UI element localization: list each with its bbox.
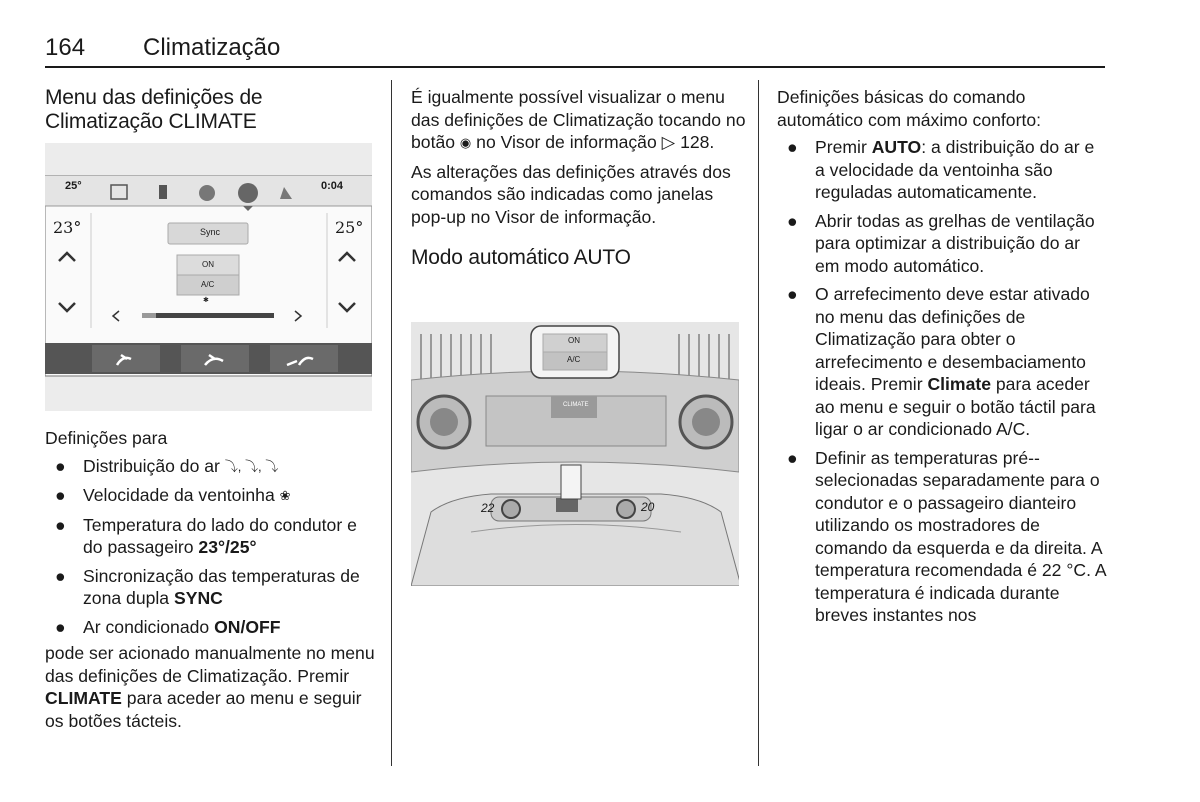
column-1 (45, 86, 380, 134)
list-item-text: Ar condicionado (83, 616, 215, 637)
auto-mode-figure (411, 322, 739, 586)
left-temperature: 22 (481, 501, 495, 515)
climate-button-icon: ◉ (459, 135, 472, 150)
on-button[interactable]: ON (202, 260, 214, 269)
column-1-text (45, 427, 380, 732)
page-number: 164 (45, 34, 86, 61)
intro-text: Definições básicas do comando automático com máximo conforto: (777, 87, 1042, 130)
list-item-text: Abrir todas as grelhas de ventilação para optimizar a distribuição do ar em modo automático. (815, 210, 1095, 276)
intro-text: Definições para (45, 428, 168, 448)
list-item: ● Premir AUTO: a distribuição do ar e a velocidade da ventoinha são reguladas automaticamente. (787, 137, 1095, 202)
column-divider (758, 80, 759, 766)
list-item-bold: Climate (927, 374, 991, 394)
list-item: ● Abrir todas as grelhas de ventilação para optimizar a distribuição do ar em modo automático. (787, 210, 1095, 276)
sync-button[interactable]: Sync (200, 227, 221, 237)
section-heading (45, 86, 380, 134)
list-item-text: Distribuição do ar (83, 455, 225, 476)
paragraph-text: pode ser acionado manualmente no menu das definições de Climatização. Premir (45, 643, 375, 686)
clock: 0:04 (321, 180, 344, 192)
heading-line: Climatização CLIMATE (45, 110, 257, 133)
right-temperature: 20 (641, 500, 655, 514)
list-item-text: Temperatura do lado do condutor e do passageiro (83, 514, 357, 557)
paragraph-text: para aceder ao menu e seguir os botões tácteis. (45, 688, 362, 731)
list-item-text: : a distribuição do ar e a velocidade da ventoinha são reguladas automaticamente. (815, 137, 1095, 202)
air-distribution-icon: ⤵︎, ⤵︎, ⤵︎ (224, 458, 279, 474)
list-item: ● Temperatura do lado do condutor e do passageiro 23°/25° (55, 514, 357, 557)
list-item: ● O arrefecimento deve estar ativado no menu das definições de Climatização para obter o arrefecimento e desembaciamento ideais. Premir Climate para aceder ao menu e seguir o botão táctil para ligar o ar condicionado A/C. (787, 284, 1096, 439)
list-item-text: O arrefecimento deve estar ativado no menu das definições de Climatização para obter o arrefecimento e desembaciamento ideais. Premir (815, 284, 1090, 394)
fan-icon: ❀ (279, 488, 291, 503)
list-item-text: Premir (815, 137, 872, 157)
climate-button[interactable]: CLIMATE (563, 402, 589, 408)
list-item-bold: 23°/25° (198, 537, 257, 557)
page-reference-arrow-icon: ▷ (661, 132, 681, 152)
ac-button[interactable]: A/C (567, 355, 581, 364)
column-divider (391, 80, 392, 766)
paragraph: As alterações das definições através dos comandos são indicadas como janelas pop-up no Visor de informação. (411, 161, 731, 227)
paragraph (411, 86, 746, 155)
list-item-bold: SYNC (173, 588, 223, 608)
list-item-text: Velocidade da ventoinha (83, 485, 280, 505)
ac-button[interactable]: A/C (201, 280, 215, 289)
list-item: ● Velocidade da ventoinha ❀ (45, 484, 380, 508)
paragraph (45, 642, 380, 732)
left-temperature[interactable]: 23° (53, 218, 82, 237)
list-item-bold: ON/OFF (214, 616, 281, 637)
outside-temperature: 25° (65, 180, 82, 192)
section-heading: Modo automático AUTO (411, 246, 631, 269)
list-item: ● Distribuição do ar ⤵︎, ⤵︎, ⤵︎ (45, 455, 380, 479)
column-3 (777, 86, 1107, 627)
list-item: ● Ar condicionado ON/OFF (55, 616, 281, 637)
list-item-bold: AUTO (871, 137, 922, 157)
heading-line: Menu das definições de (45, 86, 263, 109)
list-item-text: Definir as temperaturas pré--selecionadas separadamente para o condutor e o passageiro dianteiro utilizando os mostradores de comando da esquerda e da direita. A temperatura recomendada é 22 °C. A temperatura é indicada durante breves instantes nos (815, 447, 1106, 625)
list-item-text: para aceder ao menu e seguir o botão táctil para ligar o ar condicionado A/C. (815, 374, 1096, 439)
fan-speed-label: ✱ (203, 297, 209, 304)
list-item-text: Sincronização das temperaturas de zona dupla (83, 565, 360, 608)
paragraph-text: É igualmente possível visualizar o menu das definições de Climatização tocando no botão (411, 87, 746, 152)
list-item: ● Definir as temperaturas pré--selecionadas separadamente para o condutor e o passageiro dianteiro utilizando os mostradores de comando da esquerda e da direita. A temperatura recomendada é 22 °C. A temperatura é indicada durante breves instantes nos (787, 447, 1106, 625)
header-rule (45, 66, 1105, 68)
page-title: Climatização (143, 34, 281, 61)
paragraph-bold: CLIMATE (45, 688, 122, 708)
column-2 (411, 86, 746, 270)
right-temperature[interactable]: 25° (335, 218, 364, 237)
page-reference[interactable]: 128. (680, 132, 715, 152)
climate-menu-figure (45, 143, 372, 411)
on-button[interactable]: ON (568, 336, 580, 345)
list-item: ● Sincronização das temperaturas de zona dupla SYNC (55, 565, 360, 608)
paragraph-text: no Visor de informação (471, 132, 662, 152)
